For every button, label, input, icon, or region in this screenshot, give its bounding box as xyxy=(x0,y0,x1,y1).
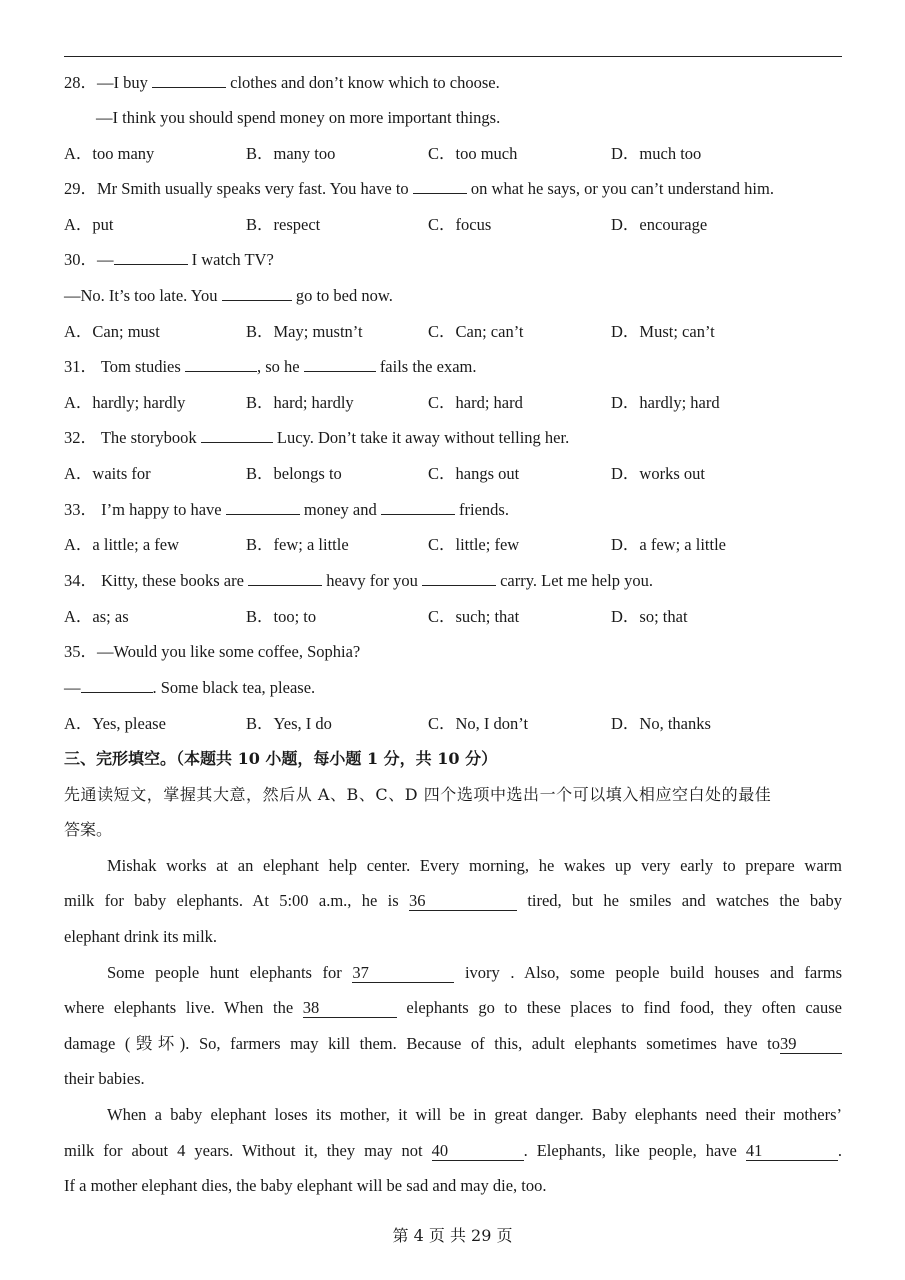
answer-blank xyxy=(81,677,153,693)
question-stem: Tom studies xyxy=(100,357,181,376)
option-d: D．much too xyxy=(611,144,702,163)
option-c: C．focus xyxy=(428,215,492,234)
question-number: 35． xyxy=(64,642,97,661)
question-stem: — xyxy=(97,250,114,269)
header-rule xyxy=(64,56,842,57)
passage-text: milk for about 4 years. Without it, they may not xyxy=(64,1141,423,1160)
option-a: A．Yes, please xyxy=(64,714,166,733)
passage-text: elephants go to these places to find food, they often cause xyxy=(406,998,842,1017)
question-35 xyxy=(64,641,360,663)
passage-text: Some people hunt elephants for xyxy=(107,963,342,982)
option-a: A．Can; must xyxy=(64,322,160,341)
question-stem: on what he says, or you can’t understand him. xyxy=(470,179,774,198)
passage-text: damage (毁坏). So, farmers may kill them. Because of this, adult elephants sometimes have to xyxy=(64,1034,780,1053)
section-instruction-cont: 答案。 xyxy=(64,820,113,839)
option-b: B．respect xyxy=(246,215,321,234)
blank-36: 36 xyxy=(409,892,517,911)
option-b: B．many too xyxy=(246,144,336,163)
answer-blank xyxy=(248,570,322,586)
option-b: B．too; to xyxy=(246,607,317,626)
option-c: C．Can; can’t xyxy=(428,322,524,341)
question-stem: clothes and don’t know which to choose. xyxy=(230,73,500,92)
option-c: C．such; that xyxy=(428,607,520,626)
passage-text xyxy=(64,890,842,912)
option-d: D．encourage xyxy=(611,215,708,234)
question-number: 30． xyxy=(64,250,97,269)
page-footer: 第 4 页 共 29 页 xyxy=(392,1226,513,1245)
passage-text: When a baby elephant loses its mother, it will be in great danger. Baby elephants need their mothers’ xyxy=(107,1105,842,1124)
question-stem: money and xyxy=(303,500,377,519)
option-c: C．too much xyxy=(428,144,518,163)
question-number: 31． xyxy=(64,357,97,376)
answer-blank xyxy=(422,570,496,586)
option-a: A．waits for xyxy=(64,464,151,483)
option-d: D．so; that xyxy=(611,607,688,626)
section-heading: 三、完形填空。（本题共 10 小题，每小题 1 分，共 10 分） xyxy=(64,749,498,768)
option-a: A．as; as xyxy=(64,607,129,626)
passage-p1-line3: elephant drink its milk. xyxy=(64,927,218,946)
question-stem: heavy for you xyxy=(326,571,418,590)
question-stem: carry. Let me help you. xyxy=(500,571,653,590)
option-b: B．Yes, I do xyxy=(246,714,332,733)
answer-blank xyxy=(201,427,273,443)
passage-p2-line3 xyxy=(64,1033,842,1055)
answer-blank xyxy=(413,178,467,194)
passage-p3-line1 xyxy=(64,1104,842,1126)
answer-blank xyxy=(222,285,292,301)
passage-text: tired, but he smiles and watches the baby xyxy=(527,891,842,910)
reply-text: . Some black tea, please. xyxy=(152,678,316,697)
option-a: A．hardly; hardly xyxy=(64,393,186,412)
question-stem: fails the exam. xyxy=(379,357,477,376)
passage-text xyxy=(107,962,842,984)
option-c: C．hangs out xyxy=(428,464,520,483)
blank-40: 40 xyxy=(432,1142,524,1161)
option-c: C．hard; hard xyxy=(428,393,523,412)
option-a: A．put xyxy=(64,215,114,234)
option-a: A．a little; a few xyxy=(64,535,180,554)
passage-p2-line2 xyxy=(64,997,842,1019)
option-b: B．few; a little xyxy=(246,535,349,554)
blank-41: 41 xyxy=(746,1142,838,1161)
question-stem: I watch TV? xyxy=(191,250,274,269)
question-30 xyxy=(64,249,274,271)
reply-text: — xyxy=(64,678,81,697)
passage-text: milk for baby elephants. At 5:00 a.m., he is xyxy=(64,891,399,910)
option-d: D．works out xyxy=(611,464,705,483)
passage-text: Mishak works at an elephant help center. Every morning, he wakes up very early to prepare warm xyxy=(107,856,842,875)
passage-text: . Elephants, like people, have xyxy=(523,1141,737,1160)
blank-37: 37 xyxy=(352,964,454,983)
option-b: B．hard; hardly xyxy=(246,393,354,412)
question-31 xyxy=(64,356,476,378)
passage-text xyxy=(64,1140,842,1162)
passage-text xyxy=(64,997,842,1019)
question-33 xyxy=(64,499,509,521)
blank-38: 38 xyxy=(303,999,397,1018)
passage-p1-line1 xyxy=(64,855,842,877)
blank-39: 39 xyxy=(780,1035,842,1054)
option-a: A．too many xyxy=(64,144,155,163)
option-b: B．belongs to xyxy=(246,464,342,483)
section-instruction: 先通读短文，掌握其大意，然后从 A、B、C、D 四个选项中选出一个可以填入相应空白处的最佳 xyxy=(64,785,772,804)
question-30-reply xyxy=(64,285,393,307)
passage-p1-line2 xyxy=(64,890,842,912)
reply-text: —No. It’s too late. You xyxy=(64,286,218,305)
question-stem: Lucy. Don’t take it away without telling her. xyxy=(276,428,570,447)
passage-p3-line3: If a mother elephant dies, the baby elephant will be sad and may die, too. xyxy=(64,1176,547,1195)
option-c: C．little; few xyxy=(428,535,520,554)
question-number: 34． xyxy=(64,571,97,590)
question-stem: , so he xyxy=(256,357,300,376)
answer-blank xyxy=(226,499,300,515)
answer-blank xyxy=(114,249,188,265)
passage-p3-line2 xyxy=(64,1140,842,1162)
option-b: B．May; mustn’t xyxy=(246,322,363,341)
question-35-reply xyxy=(64,677,315,699)
option-c: C．No, I don’t xyxy=(428,714,529,733)
question-28-reply: —I think you should spend money on more important things. xyxy=(96,108,501,127)
passage-text: ivory . Also, some people build houses and farms xyxy=(464,963,843,982)
passage-p2-line4: their babies. xyxy=(64,1069,145,1088)
option-d: D．No, thanks xyxy=(611,714,711,733)
question-29 xyxy=(64,178,774,200)
passage-text: . xyxy=(837,1141,843,1160)
question-number: 33． xyxy=(64,500,97,519)
question-stem: —I buy xyxy=(97,73,148,92)
option-d: D．a few; a little xyxy=(611,535,727,554)
question-stem: I’m happy to have xyxy=(101,500,222,519)
passage-p2-line1 xyxy=(64,962,842,984)
passage-text xyxy=(64,1033,842,1055)
answer-blank xyxy=(152,72,226,88)
answer-blank xyxy=(304,356,376,372)
question-32 xyxy=(64,427,569,449)
question-stem: Mr Smith usually speaks very fast. You have to xyxy=(97,179,409,198)
reply-text: go to bed now. xyxy=(295,286,393,305)
question-number: 32． xyxy=(64,428,97,447)
option-d: D．Must; can’t xyxy=(611,322,715,341)
passage-text: where elephants live. When the xyxy=(64,998,294,1017)
answer-blank xyxy=(185,356,257,372)
question-28 xyxy=(64,72,500,94)
question-stem: —Would you like some coffee, Sophia? xyxy=(97,642,361,661)
question-stem: The storybook xyxy=(100,428,197,447)
answer-blank xyxy=(381,499,455,515)
question-34 xyxy=(64,570,653,592)
question-number: 28． xyxy=(64,73,97,92)
question-stem: Kitty, these books are xyxy=(101,571,244,590)
option-d: D．hardly; hard xyxy=(611,393,720,412)
question-number: 29． xyxy=(64,179,97,198)
question-stem: friends. xyxy=(459,500,509,519)
